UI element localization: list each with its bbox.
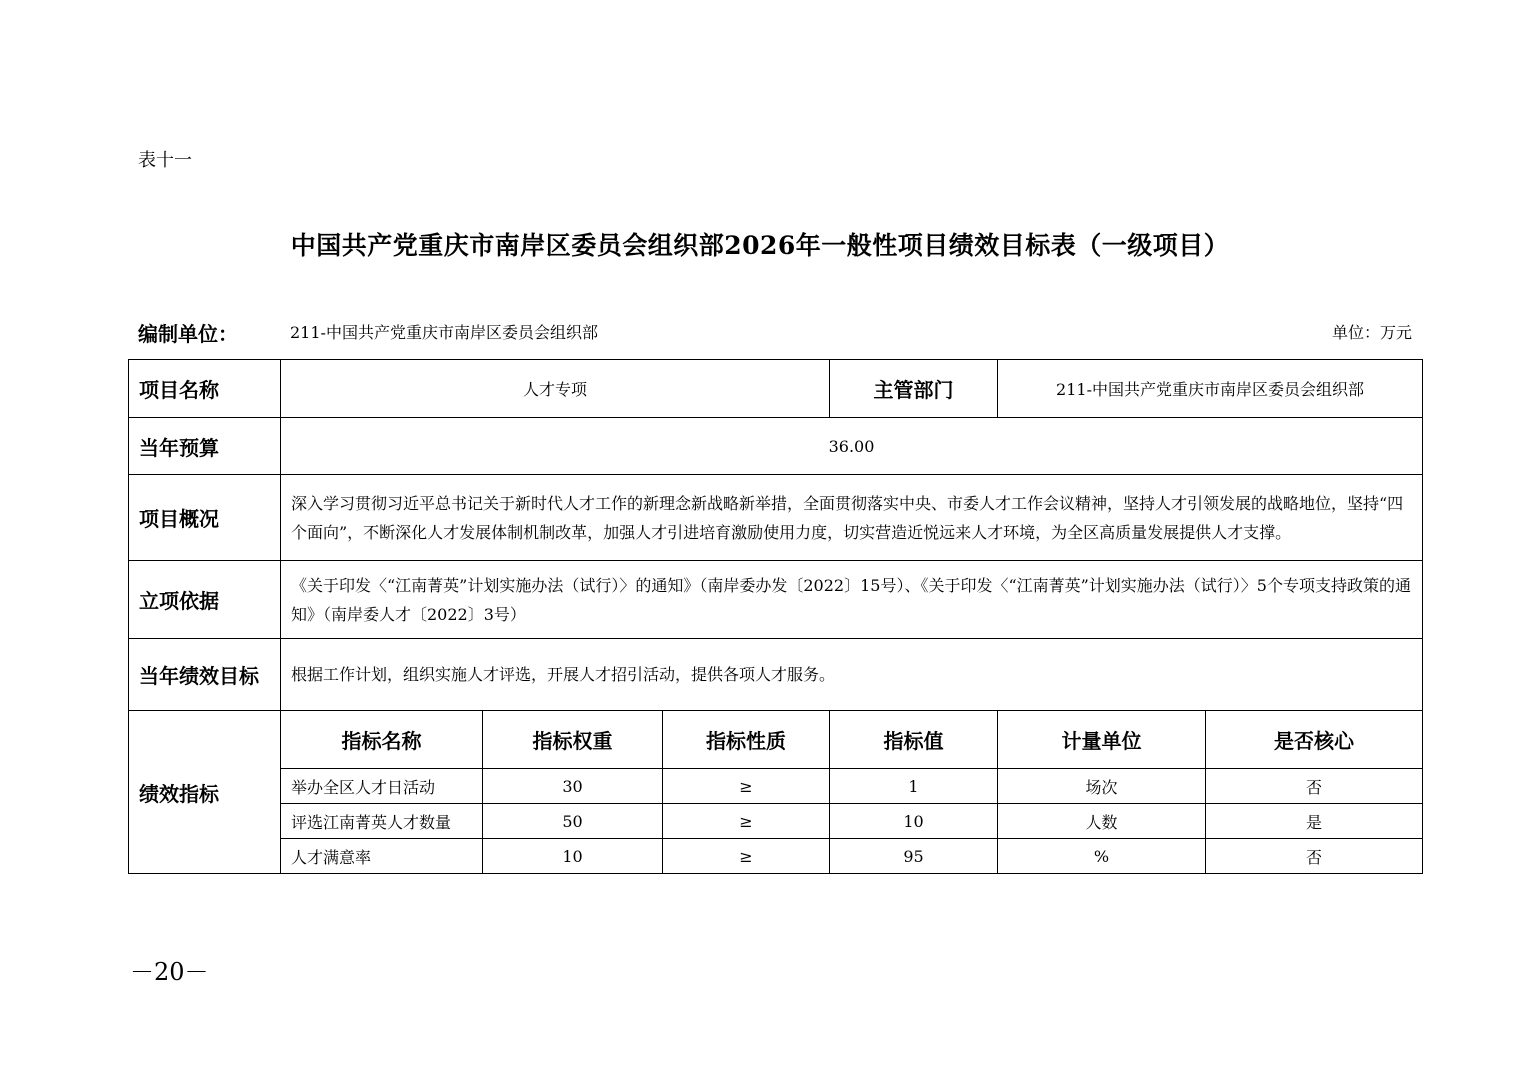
indicator-weight: 50: [483, 804, 663, 839]
indicator-core: 是: [1206, 804, 1423, 839]
compile-unit-label: 编制单位：: [138, 322, 238, 346]
indicator-header-row: [129, 711, 1423, 769]
indicator-label: 绩效指标: [129, 711, 281, 874]
table-row: [129, 804, 1423, 839]
indicator-weight: 30: [483, 769, 663, 804]
row-goal: [129, 639, 1423, 711]
indicator-name: 人才满意率: [281, 839, 483, 874]
header-name: 指标名称: [281, 711, 483, 769]
basis-value: 《关于印发〈“江南菁英”计划实施办法（试行）〉的通知》（南岸委办发〔2022〕15号）、《关于印发〈“江南菁英”计划实施办法（试行）〉5个专项支持政策的通知》（南岸委人才〔2022〕3号）: [281, 561, 1423, 639]
basis-label: 立项依据: [129, 561, 281, 639]
compile-unit-line: [138, 318, 1412, 344]
budget-label: 当年预算: [129, 418, 281, 475]
indicator-core: 否: [1206, 769, 1423, 804]
project-name-value: 人才专项: [281, 360, 830, 418]
row-budget: [129, 418, 1423, 475]
header-core: 是否核心: [1206, 711, 1423, 769]
indicator-unit: %: [998, 839, 1206, 874]
row-overview: [129, 475, 1423, 561]
table-row: [129, 839, 1423, 874]
overview-label: 项目概况: [129, 475, 281, 561]
money-unit: 单位：万元: [1331, 323, 1412, 342]
indicator-weight: 10: [483, 839, 663, 874]
indicator-unit: 人数: [998, 804, 1206, 839]
indicator-nature: ≥: [663, 769, 830, 804]
table-row: [129, 769, 1423, 804]
header-nature: 指标性质: [663, 711, 830, 769]
indicator-name: 评选江南菁英人才数量: [281, 804, 483, 839]
indicator-core: 否: [1206, 839, 1423, 874]
indicator-unit: 场次: [998, 769, 1206, 804]
table-number-label: 表十一: [138, 150, 192, 171]
compile-unit-value: 211-中国共产党重庆市南岸区委员会组织部: [290, 323, 598, 342]
performance-goal-table: [128, 359, 1423, 874]
header-unit: 计量单位: [998, 711, 1206, 769]
indicator-value: 95: [830, 839, 998, 874]
header-weight: 指标权重: [483, 711, 663, 769]
page-number: －20－: [130, 958, 209, 986]
row-basis: [129, 561, 1423, 639]
goal-value: 根据工作计划，组织实施人才评选，开展人才招引活动，提供各项人才服务。: [281, 639, 1423, 711]
row-project-name: [129, 360, 1423, 418]
budget-value: 36.00: [281, 418, 1423, 475]
indicator-name: 举办全区人才日活动: [281, 769, 483, 804]
indicator-value: 10: [830, 804, 998, 839]
header-value: 指标值: [830, 711, 998, 769]
indicator-nature: ≥: [663, 804, 830, 839]
overview-value: 深入学习贯彻习近平总书记关于新时代人才工作的新理念新战略新举措，全面贯彻落实中央、市委人才工作会议精神，坚持人才引领发展的战略地位，坚持“四个面向”，不断深化人才发展体制机制改革，加强人才引进培育激励使用力度，切实营造近悦远来人才环境，为全区高质量发展提供人才支撑。: [281, 475, 1423, 561]
dept-label: 主管部门: [830, 360, 998, 418]
indicator-value: 1: [830, 769, 998, 804]
dept-value: 211-中国共产党重庆市南岸区委员会组织部: [998, 360, 1423, 418]
goal-label: 当年绩效目标: [129, 639, 281, 711]
indicator-nature: ≥: [663, 839, 830, 874]
document-title: 中国共产党重庆市南岸区委员会组织部2026年一般性项目绩效目标表（一级项目）: [290, 231, 1230, 260]
project-name-label: 项目名称: [129, 360, 281, 418]
